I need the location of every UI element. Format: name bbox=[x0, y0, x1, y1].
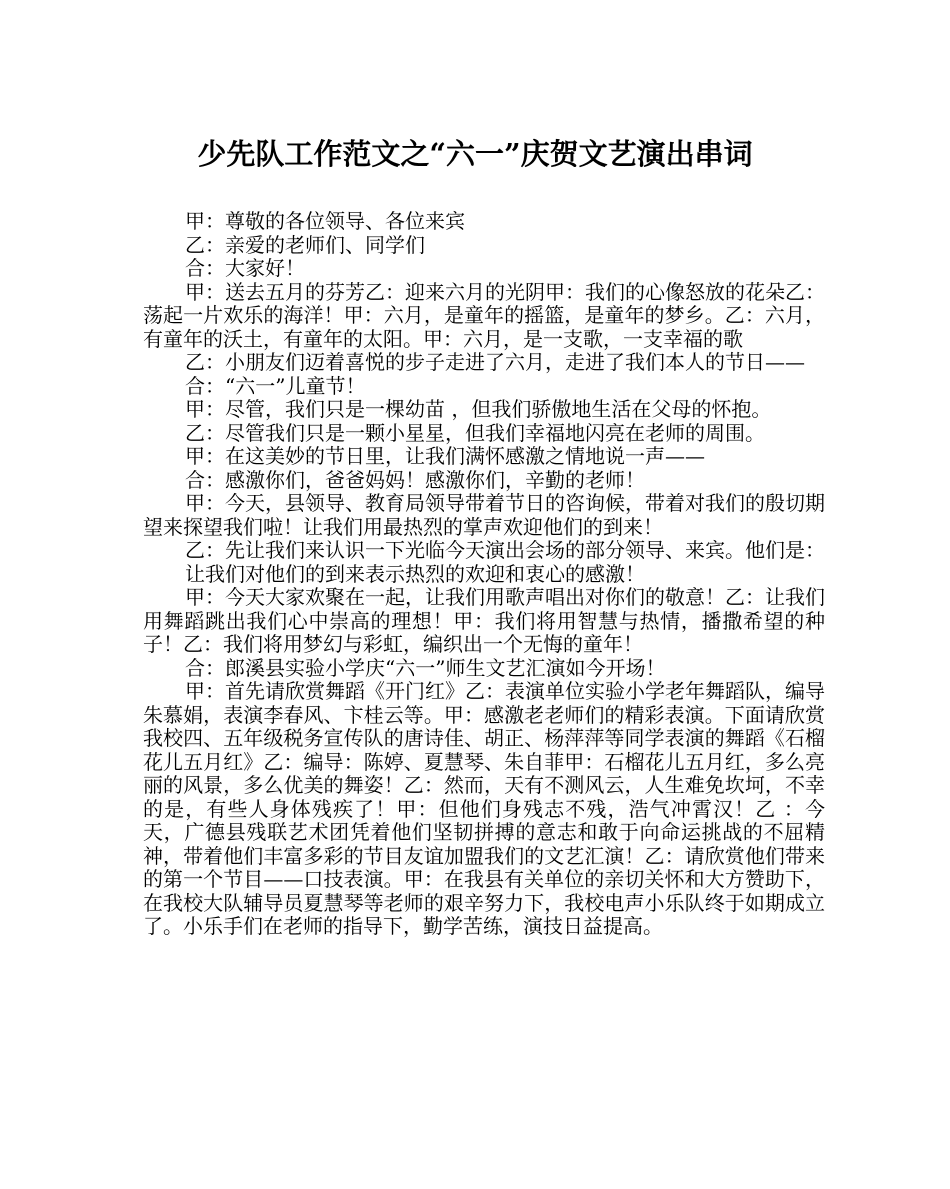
paragraph: 乙：小朋友们迈着喜悦的步子走进了六月，走进了我们本人的节日—— bbox=[185, 350, 805, 374]
paragraph: 甲：在这美妙的节日里，让我们满怀感激之情地说一声—— bbox=[185, 444, 705, 468]
paragraph: 甲：今天大家欢聚在一起，让我们用歌声唱出对你们的敬意！乙：让我们用舞蹈跳出我们心中崇高的理想！甲：我们将用智慧与热情，播撒希望的种子！乙：我们将用梦幻与彩虹，编织出一个无悔的童年！ bbox=[143, 585, 825, 656]
paragraph: 甲：首先请欣赏舞蹈《开门红》乙：表演单位实验小学老年舞蹈队，编导朱慕娟，表演李春风、卞桂云等。甲：感激老老师们的精彩表演。下面请欣赏我校四、五年级税务宣传队的唐诗佳、胡正、杨萍萍等同学表演的舞蹈《石榴花儿五月红》乙：编导：陈婷、夏慧琴、朱自菲甲：石榴花儿五月红，多么亮丽的风景，多么优美的舞姿！乙：然而，天有不测风云，人生难免坎坷，不幸的是，有些人身体残疾了！甲：但他们身残志不残，浩气冲霄汉！乙 ：今天，广德县残联艺术团凭着他们坚韧拼搏的意志和敢于向命运挑战的不屈精神，带着他们丰富多彩的节目友谊加盟我们的文艺汇演！乙：请欣赏他们带来的第一个节目——口技表演。甲：在我县有关单位的亲切关怀和大方赞助下，在我校大队辅导员夏慧琴等老师的艰辛努力下，我校电声小乐队终于如期成立了。小乐手们在老师的指导下，勤学苦练，演技日益提高。 bbox=[143, 679, 825, 938]
paragraph: 合：郎溪县实验小学庆“六一”师生文艺汇演如今开场！ bbox=[185, 655, 666, 680]
paragraph: 乙：亲爱的老师们、同学们 bbox=[185, 232, 425, 257]
paragraph: 合：感激你们，爸爸妈妈！感激你们，辛勤的老师！ bbox=[185, 467, 645, 492]
paragraph: 合：“六一”儿童节！ bbox=[185, 373, 366, 398]
paragraph: 让我们对他们的到来表示热烈的欢迎和衷心的感激！ bbox=[185, 561, 645, 586]
paragraph: 甲：尽管，我们只是一棵幼苗 ，但我们骄傲地生活在父母的怀抱。 bbox=[185, 397, 772, 421]
paragraph: 甲：今天，县领导、教育局领导带着节日的咨询候，带着对我们的殷切期望来探望我们啦！让我们用最热烈的掌声欢迎他们的到来！ bbox=[143, 491, 825, 539]
paragraph: 乙：尽管我们只是一颗小星星，但我们幸福地闪亮在老师的周围。 bbox=[185, 420, 765, 445]
paragraph: 甲：尊敬的各位领导、各位来宾 bbox=[185, 209, 465, 233]
paragraph: 甲：送去五月的芬芳乙：迎来六月的光阴甲：我们的心像怒放的花朵乙：荡起一片欢乐的海洋！甲：六月，是童年的摇篮，是童年的梦乡。乙：六月，有童年的沃土，有童年的太阳。甲：六月，是一支歌，一支幸福的歌 bbox=[143, 279, 825, 351]
document-title: 少先队工作范文之“六一”庆贺文艺演出串词 bbox=[197, 137, 753, 171]
paragraph: 乙：先让我们来认识一下光临今天演出会场的部分领导、来宾。他们是： bbox=[185, 538, 825, 562]
paragraph: 合：大家好！ bbox=[185, 256, 305, 280]
document-body bbox=[143, 210, 825, 939]
